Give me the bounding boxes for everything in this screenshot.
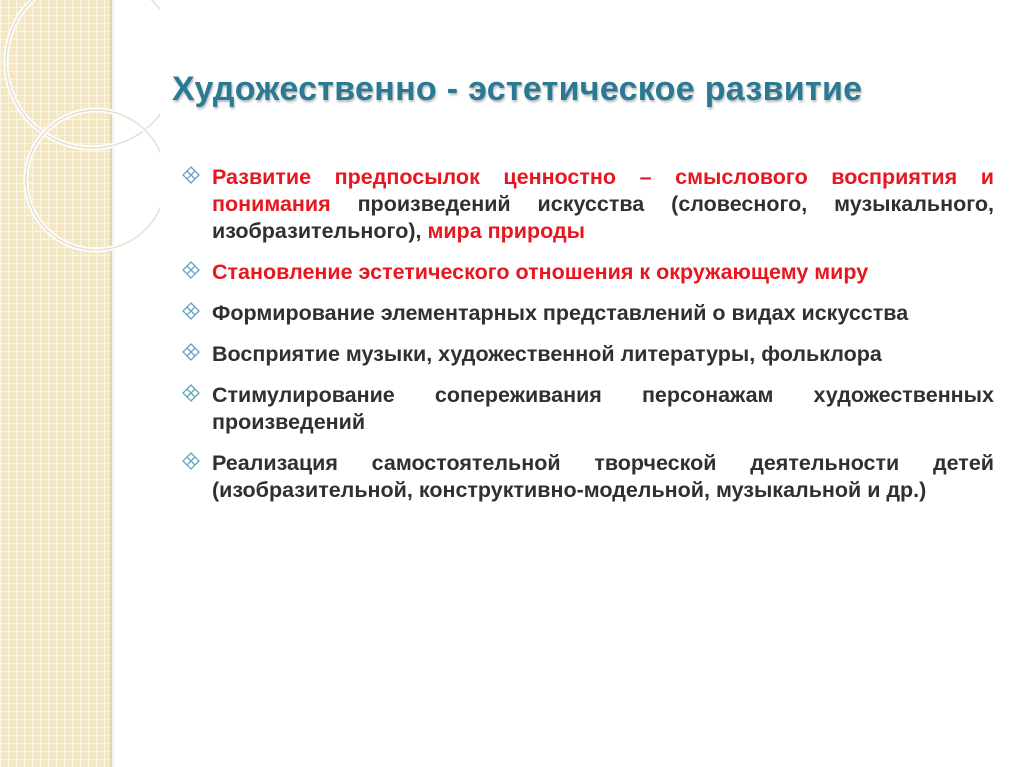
list-item bbox=[180, 382, 994, 436]
item-text: Формирование элементарных представлений о видах искусства bbox=[212, 301, 909, 325]
diamond-bullet-icon bbox=[182, 261, 200, 279]
list-item bbox=[180, 450, 994, 504]
item-text: Реализация самостоятельной творческой деятельности детей (изобразительной, конструктивно-модельной, музыкальной и др.) bbox=[212, 451, 994, 502]
highlight-text: Становление эстетического отношения к окружающему миру bbox=[212, 260, 869, 284]
slide-title: Художественно - эстетическое развитие bbox=[172, 70, 863, 108]
item-text: произведений искусства (словесного, музыкального, изобразительного), bbox=[212, 192, 994, 243]
diamond-bullet-icon bbox=[182, 452, 200, 470]
list-item bbox=[180, 300, 994, 327]
diamond-bullet-icon bbox=[182, 343, 200, 361]
diamond-bullet-icon bbox=[182, 166, 200, 184]
list-item bbox=[180, 259, 994, 286]
list-item bbox=[180, 164, 994, 245]
item-text: Восприятие музыки, художественной литературы, фольклора bbox=[212, 342, 882, 366]
item-text: Стимулирование сопереживания персонажам художественных произведений bbox=[212, 383, 994, 434]
decorative-circles bbox=[0, 0, 160, 300]
diamond-bullet-icon bbox=[182, 384, 200, 402]
bullet-list bbox=[180, 164, 994, 518]
diamond-bullet-icon bbox=[182, 302, 200, 320]
list-item bbox=[180, 341, 994, 368]
highlight-text: мира природы bbox=[427, 219, 585, 243]
highlight-text: Развитие предпосылок ценностно – смыслового восприятия и понимания bbox=[212, 165, 994, 216]
